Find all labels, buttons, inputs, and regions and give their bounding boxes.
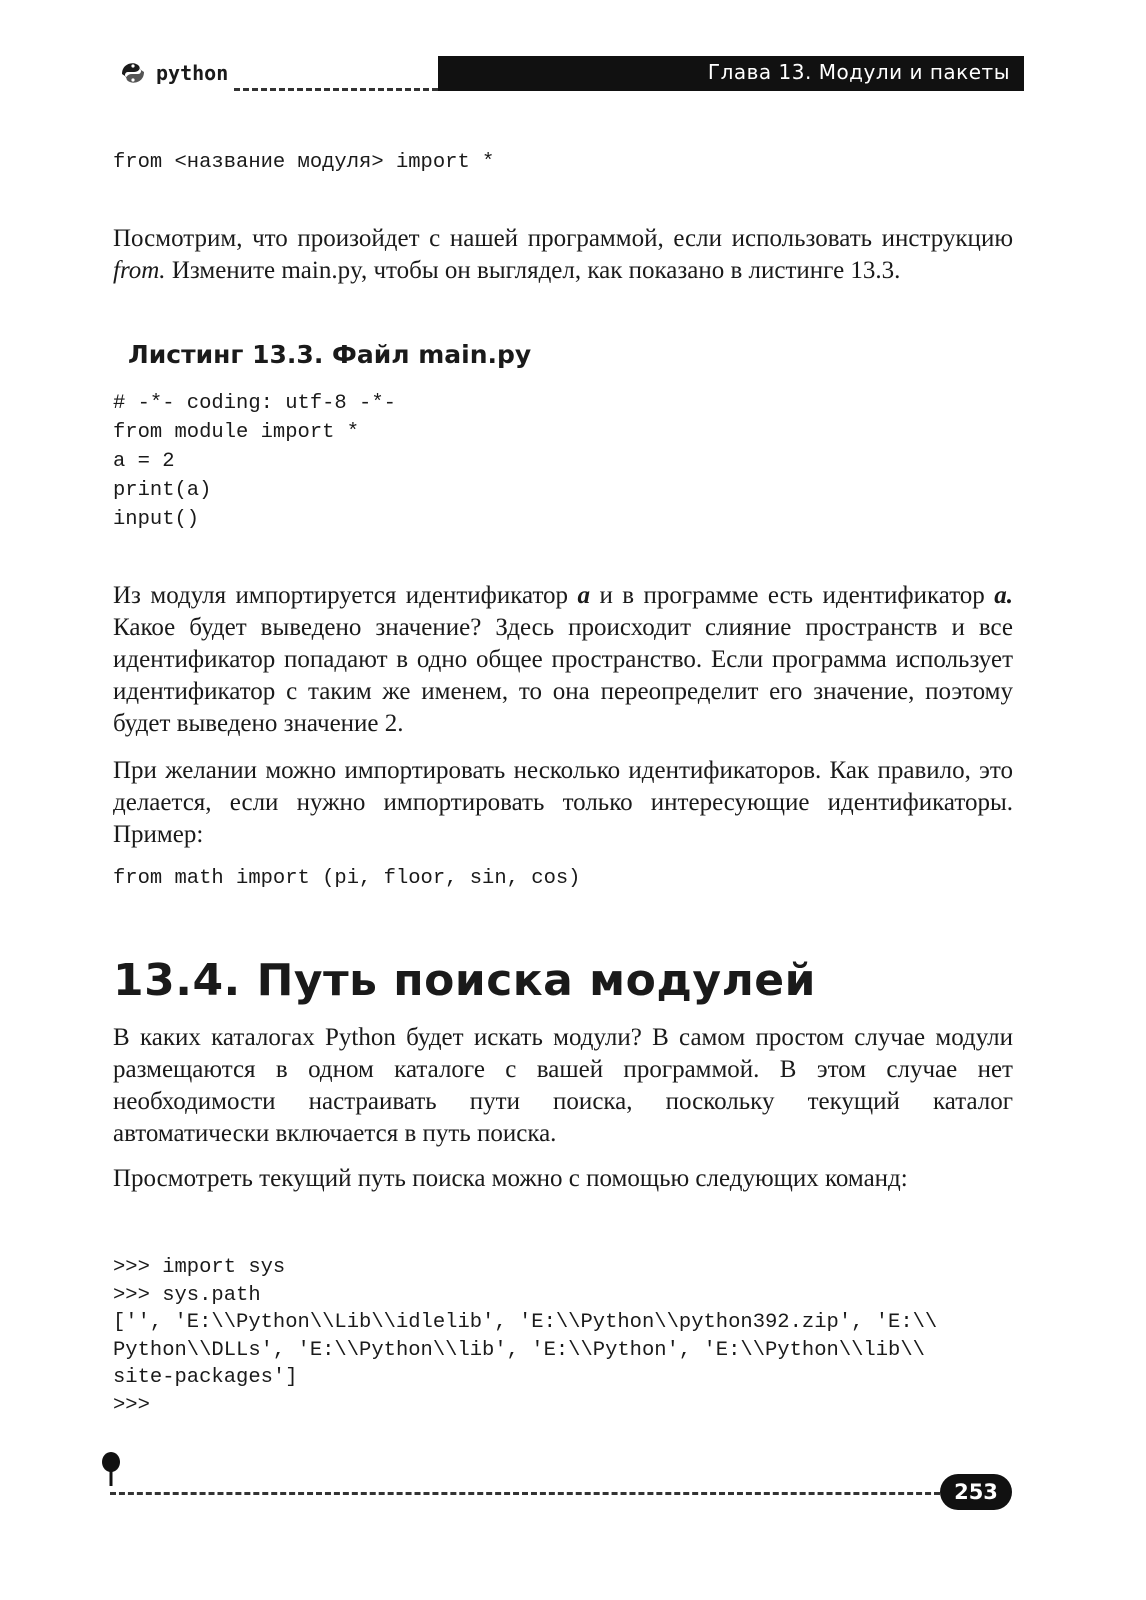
listing-code [113, 389, 1023, 534]
header-logo [116, 58, 228, 88]
console-line: Python\\DLLs', 'E:\\Python\\lib', 'E:\\Python', 'E:\\Python\\lib\\ [113, 1338, 925, 1362]
paragraph-1-text-a: Посмотрим, что произойдет с нашей программой, если использовать инструкцию [113, 225, 1013, 252]
listing-line: # -*- coding: utf-8 -*- [113, 392, 396, 415]
pin-marker-icon [100, 1450, 122, 1490]
paragraph-2 [113, 580, 1013, 740]
header-dotted-rule [234, 88, 438, 91]
paragraph-1 [113, 223, 1013, 287]
python-snake-icon [116, 58, 150, 88]
console-code [113, 1254, 1023, 1419]
listing-line: print(a) [113, 479, 212, 502]
listing-line: a = 2 [113, 450, 175, 473]
console-line: ['', 'E:\\Python\\Lib\\idlelib', 'E:\\Python\\python392.zip', 'E:\\ [113, 1311, 938, 1334]
paragraph-2-text-b: и в программе есть идентификатор [590, 582, 995, 609]
paragraph-4: В каких каталогах Python будет искать модули? В самом простом случае модули размещаются в одном каталоге с вашей программой. В этом случае нет необходимости настраивать пути поиска, поскольку текущий каталог автоматически включается в путь поиска. [113, 1024, 1013, 1147]
console-line: >>> [113, 1393, 150, 1417]
section-heading: 13.4. Путь поиска модулей [113, 955, 816, 1006]
paragraph-5: Просмотреть текущий путь поиска можно с помощью следующих команд: [113, 1165, 908, 1192]
listing-title: Листинг 13.3. Файл main.py [128, 340, 532, 369]
paragraph-2-text-c: Какое будет выведено значение? Здесь происходит слияние пространств и все идентификатор попадают в одно общее пространство. Если программа использует идентификатор с таким же именем, то она переопределит его значение, поэтому будет выведено значение 2. [113, 614, 1013, 737]
code-import-math: from math import (pi, floor, sin, cos) [113, 867, 581, 890]
paragraph-3: При желании можно импортировать несколько идентификаторов. Как правило, это делается, если нужно импортировать только интересующие идентификаторы. Пример: [113, 757, 1013, 848]
paragraph-2-text-a: Из модуля импортируется идентификатор [113, 582, 578, 609]
identifier-a: a [577, 582, 590, 609]
paragraph-1-text-b: Измените main.py, чтобы он выглядел, как показано в листинге 13.3. [165, 257, 901, 284]
identifier-a-2: a. [994, 582, 1013, 609]
chapter-title: Глава 13. Модули и пакеты [707, 60, 1010, 84]
listing-line: input() [113, 508, 200, 531]
page-number: 253 [940, 1474, 1012, 1510]
console-line: site-packages'] [113, 1366, 298, 1389]
footer-dotted-rule [110, 1492, 940, 1495]
paragraph-1-italic: from. [113, 257, 166, 284]
code-import-all: from <название модуля> import * [113, 151, 495, 174]
listing-line: from module import * [113, 421, 360, 444]
console-line: >>> sys.path [113, 1283, 261, 1307]
chapter-header-band [438, 56, 1024, 91]
console-line: >>> import sys [113, 1256, 286, 1279]
logo-text: python [156, 61, 229, 85]
